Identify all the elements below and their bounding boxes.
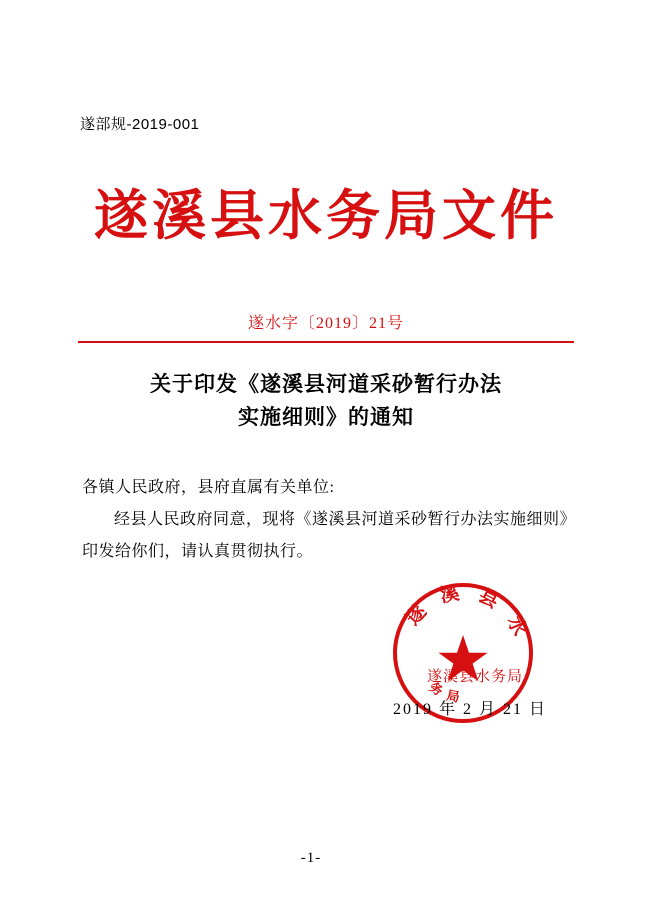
salutation: 各镇人民政府，县府直属有关单位: bbox=[82, 479, 335, 496]
document-number: 遂部规-2019-001 bbox=[80, 116, 200, 133]
document-serial-number: 遂水字〔2019〕21号 bbox=[247, 315, 404, 332]
page-title-line-2: 实施细则》的通知 bbox=[238, 404, 414, 429]
document-body bbox=[82, 472, 572, 568]
body-paragraph: 经县人民政府同意，现将《遂溪县河道采砂暂行办法实施细则》印发给你们，请认真贯彻执行。 bbox=[82, 511, 569, 560]
svg-text:务 局: 务 局 bbox=[426, 679, 463, 706]
page-title-line-1: 关于印发《遂溪县河道采砂暂行办法 bbox=[150, 372, 502, 396]
svg-text:遂 溪 县 水: 遂 溪 县 水 bbox=[402, 581, 533, 645]
signer-organization: 遂溪县水务局 bbox=[426, 669, 523, 685]
red-divider-rule bbox=[78, 341, 574, 343]
signature-date: 2019 年 2 月 21 日 bbox=[392, 701, 547, 718]
page-title bbox=[90, 368, 562, 433]
masthead-title: 遂溪县水务局文件 bbox=[94, 186, 558, 246]
page-number: -1- bbox=[300, 850, 322, 866]
